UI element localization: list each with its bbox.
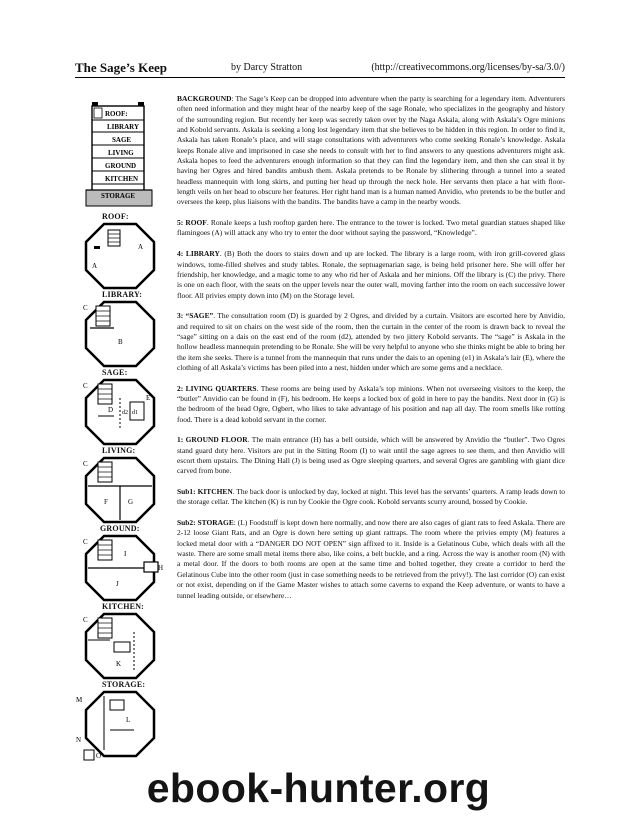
sage-mark-d1: d1 bbox=[132, 410, 138, 416]
section-heading: BACKGROUND bbox=[177, 94, 232, 103]
watermark: ebook-hunter.org bbox=[146, 765, 491, 811]
tower-floor-ground: GROUND bbox=[105, 162, 137, 170]
sage-mark-d2: d2 bbox=[122, 410, 128, 416]
section-roof bbox=[177, 218, 565, 239]
section-heading: Sub2: STORAGE bbox=[177, 518, 234, 528]
floor-plan-column bbox=[72, 92, 172, 762]
living-mark-g: G bbox=[128, 498, 134, 506]
roof-plan bbox=[84, 222, 156, 290]
sage-mark-c: C bbox=[83, 382, 88, 390]
author-line: by Darcy Stratton bbox=[231, 62, 303, 73]
tower-cross-section bbox=[72, 92, 172, 212]
living-mark-f: F bbox=[104, 498, 108, 506]
sage-mark-e: E bbox=[146, 394, 151, 402]
tower-floor-kitchen: KITCHEN bbox=[105, 175, 139, 183]
roof-mark-a2: A bbox=[92, 262, 98, 270]
roof-plan-label: ROOF: bbox=[102, 212, 129, 221]
header-rule bbox=[75, 77, 565, 78]
section-storage bbox=[177, 518, 565, 601]
section-background bbox=[177, 94, 565, 208]
section-body: . Ronale keeps a lush rooftop garden here. The entrance to the tower is locked. Two metal guardian statues shaped like flamingoes (A) will attack any who try to enter the door without saying the password, “Knowledge”. bbox=[177, 218, 565, 238]
section-heading: 4: LIBRARY bbox=[177, 249, 220, 259]
tower-floor-sage: SAGE bbox=[112, 136, 132, 144]
tower-floor-roof: ROOF: bbox=[105, 110, 128, 118]
storage-mark-n: N bbox=[76, 736, 82, 744]
section-heading: 1: GROUND FLOOR bbox=[177, 435, 248, 445]
storage-plan-label: STORAGE: bbox=[102, 680, 146, 689]
section-heading: Sub1: KITCHEN bbox=[177, 487, 233, 497]
storage-mark-m: M bbox=[76, 696, 83, 704]
library-mark-c: C bbox=[83, 304, 88, 312]
sage-plan bbox=[84, 378, 156, 446]
section-kitchen bbox=[177, 487, 565, 508]
ground-mark-i: I bbox=[124, 550, 127, 558]
tower-floor-library: LIBRARY bbox=[107, 123, 140, 131]
living-plan-label: LIVING: bbox=[102, 446, 136, 455]
section-heading: 2: LIVING QUARTERS bbox=[177, 383, 257, 393]
section-heading: 5: ROOF bbox=[177, 218, 207, 228]
tower-floor-storage: STORAGE bbox=[101, 192, 136, 200]
ground-plan bbox=[84, 534, 164, 602]
kitchen-plan-label: KITCHEN: bbox=[102, 602, 145, 611]
roof-mark-a1: A bbox=[138, 243, 144, 251]
section-living-quarters bbox=[177, 384, 565, 425]
section-body: . The main entrance (H) has a bell outside, which will be answered by Anvidio the “butler”. Two Ogres stand guard duty here. Visitors are put in the Sitting Room (I) to wait until the sage agrees to see them, and then Anvidio will escort them upstairs. The Dining Hall (J) is being used as Ogre sleeping quarters, and several Ogres are gambling with giant dice carved from bone. bbox=[177, 435, 565, 476]
ground-mark-j: J bbox=[116, 580, 119, 588]
kitchen-mark-c: C bbox=[83, 616, 88, 624]
section-body: . These rooms are being used by Askala’s top minions. When not overseeing visitors to the keep, the “butler” Anvidio can be found in (F), his bedroom. He keeps a locked box of gold in here to pay the bandits. Next door in (G) is the bedroom of the head Ogre, Ogbert, who likes to take advantage of his position and nap all day. The room smells like rotting food. There is a dead kobold servant in the corner. bbox=[177, 383, 565, 424]
living-plan bbox=[84, 456, 156, 524]
section-heading: 3: “SAGE” bbox=[177, 311, 214, 321]
license-link[interactable]: (http://creativecommons.org/licenses/by-sa/3.0/) bbox=[371, 62, 565, 73]
ground-plan-label: GROUND: bbox=[100, 524, 140, 533]
sage-plan-label: SAGE: bbox=[102, 368, 128, 377]
ground-mark-c: C bbox=[83, 538, 88, 546]
tower-floor-living: LIVING bbox=[108, 149, 134, 157]
library-plan-label: LIBRARY: bbox=[102, 290, 143, 299]
page-title: The Sage’s Keep bbox=[75, 60, 167, 75]
section-body: : The Sage’s Keep can be dropped into adventure when the party is searching for a legendary item. Adventurers often need information and they might hear of the nearby keep of the sage Ronale, who specializes in the geography and history of the surrounding region. But recently her keep was secretly taken over by the Naga Askala, along with Askala’s Ogre minions and Kobold servants. Askala is seeking a long lost legendary item that she believes to be hidden in this region. In order to find it, Askala has taken Ronale’s place, and will stage consultations with adventurers who come seeking Ronale’s knowledge. Askala keeps Ronale alive and imprisoned in case she needs to consult with her to find answers to any questions adventurers might ask. Askala hopes to feed the adventurers enough information so that they can find the legendary item, and then she can steal it by having her Ogres and hired bandits ambush them. Askala pretends to be Ronale by slithering through a tunnel into a seated headless mannequin with long skirts, and putting her head up through the neck hole. Her servants then place a hat with floor-length veils on her head to obscure her features. Her right hand man is a human named Anvidio, who pretends to be the butler and oversees the keep, plus liaisons with the bandits. The bandits have a camp in the nearby woods. bbox=[177, 94, 565, 207]
section-library bbox=[177, 249, 565, 301]
description-column bbox=[177, 94, 565, 611]
section-body: . The back door is unlocked by day, locked at night. This level has the servants’ quarters. A ramp leads down to the storage cellar. The kitchen (K) is run by Cookie the Ogre cook. Kobold servants scurry around, bossed by Cookie. bbox=[177, 487, 566, 507]
storage-mark-o: O bbox=[96, 752, 102, 760]
section-ground-floor bbox=[177, 435, 565, 476]
storage-mark-l: L bbox=[126, 716, 131, 724]
library-plan bbox=[84, 300, 156, 368]
library-mark-b: B bbox=[118, 338, 123, 346]
storage-plan bbox=[74, 690, 156, 762]
page-header bbox=[75, 60, 565, 80]
section-sage bbox=[177, 311, 565, 373]
kitchen-mark-k: K bbox=[116, 660, 122, 668]
kitchen-plan bbox=[84, 612, 156, 680]
living-mark-c: C bbox=[83, 460, 88, 468]
sage-mark-d: D bbox=[108, 406, 114, 414]
section-body: . (B) Both the doors to stairs down and up are locked. The library is a large room, with iron grill-covered glass windows, tome-filled shelves and study tables. Ronale, the septuagenarian sage, is being held prisoner here. She will offer her friendship, her knowledge, and a magic tome to any who rid her of Askala and her minions. Off the library is (C) the privy. There is one on each floor, with the seats on the upper levels near the outer wall, moving farther into the room on each successive lower floor. All privies empty down into (M) on the Storage level. bbox=[177, 249, 566, 300]
section-body: . The consultation room (D) is guarded by 2 Ogres, and divided by a curtain. Visitors are escorted here by Anvidio, and required to sit on chairs on the west side of the room, then the curtain in the center of the room is drawn back to reveal the “sage” sitting on a dais on the east end of the room (d2), attended by two jittery Kobold servants. The “sage” is Askala in the hollow headless mannequin pretending to be Ronale. She will be very helpful to anyone who she thinks might be able to bring her the item she seeks. There is a tunnel from the mannequin that runs under the dais to an opening (e1) in Askala’s lair (E), where the clothing of all Askala’s victims has been piled into a nest, hidden under which are some gems and a necklace. bbox=[177, 311, 565, 372]
ground-mark-h: H bbox=[158, 564, 164, 572]
section-body: : (L) Foodstuff is kept down here normally, and now there are also cages of giant rats to feed Askala. There are 2-12 loose Giant Rats, and an Ogre is down here setting up giant rattraps. The room where the privies empty (M) features a locked metal door with a “DANGER DO NOT OPEN” sign affixed to it. Inside is a Gelatinous Cube, which deals with all the waste. There are some small metal items there also, like coins, a belt buckle, and a ring. Across the way is another room (N) with a metal door. If the doors to both rooms are open at the same time and bolted together, they create a corridor to herd the Gelatinous Cube into the other room (just in case something needs to be retrieved from the privy!). The last corridor (O) can exist or not exist, depending on if the Game Master wishes to attach some caverns to expand the Keep adventure, or wants to have a tunnel leading outside, or elsewhere… bbox=[177, 518, 566, 600]
